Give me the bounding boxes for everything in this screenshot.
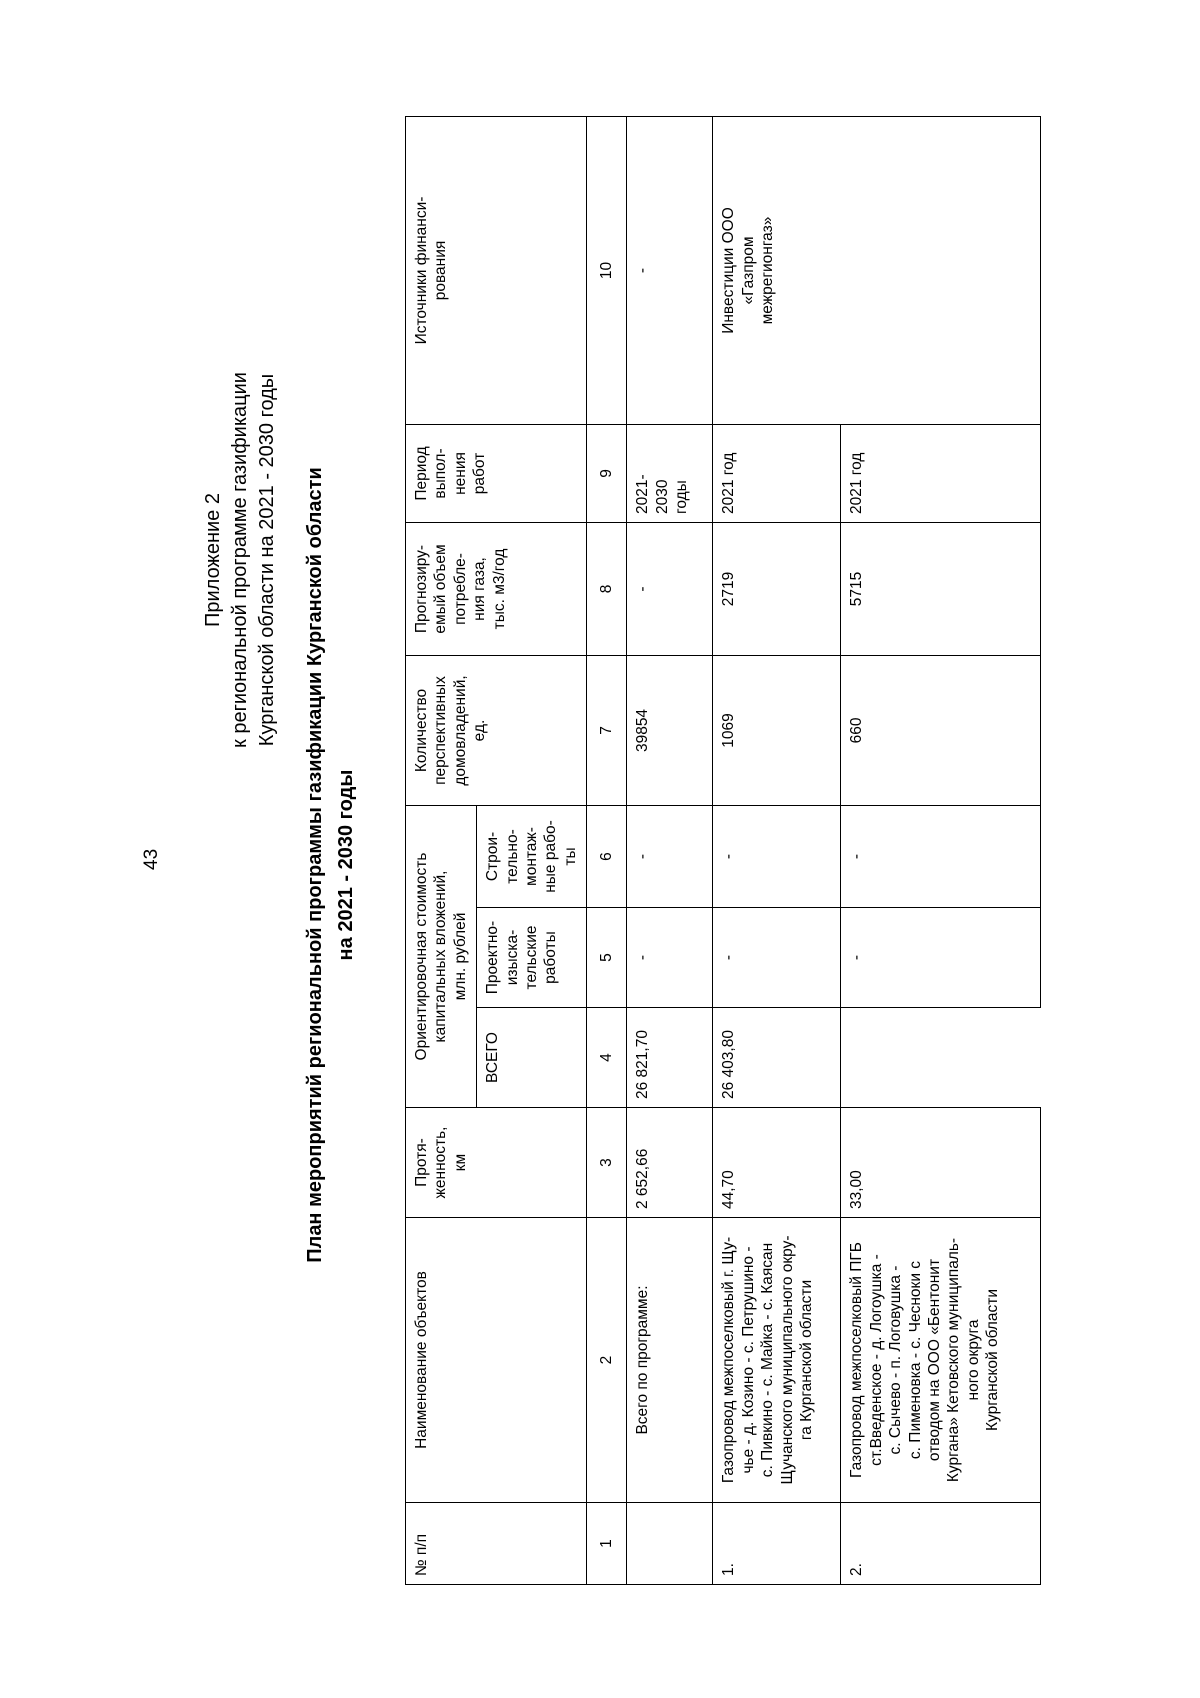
row-1-name: Газопровод межпоселковый г. Щу- чье - д. Козино - с. Петрушино - с. Пивкино - с. Майка - с. Каясан Щучанского муниципального окру- га Курганской области xyxy=(713,1218,841,1503)
total-name: Всего по программе: xyxy=(627,1218,713,1503)
row-1-num: 1. xyxy=(713,1503,841,1585)
total-households: 39854 xyxy=(627,655,713,805)
row-1-total: 26 403,80 xyxy=(713,1008,841,1108)
row-1-length: 44,70 xyxy=(713,1108,841,1218)
total-design: - xyxy=(627,908,713,1008)
header-num: № п/п xyxy=(406,1503,587,1585)
header-row xyxy=(406,116,477,1584)
row-1-sources: Инвестиции ООО «Газпром межрегионгаз» xyxy=(713,116,1041,424)
header-period: Период выпол- нения работ xyxy=(406,424,587,522)
total-cost: 26 821,70 xyxy=(627,1008,713,1108)
header-sources: Источники финанси- рования xyxy=(406,116,587,424)
row-2-households: 660 xyxy=(841,655,1041,805)
row-1-construction: - xyxy=(713,805,841,907)
row-2-period: 2021 год xyxy=(841,424,1041,522)
col-num-1: 1 xyxy=(587,1503,627,1585)
appendix-line-3: Курганской области на 2021 - 2030 годы xyxy=(256,373,278,747)
total-num-cell xyxy=(627,1503,713,1585)
col-num-7: 7 xyxy=(587,655,627,805)
col-num-4: 4 xyxy=(587,1008,627,1108)
appendix-line-2: к региональной программе газификации xyxy=(229,372,251,748)
row-2-design: - xyxy=(841,908,1041,1008)
appendix-caption xyxy=(200,60,281,1060)
total-sources: - xyxy=(627,116,713,424)
header-design: Проектно- изыска- тельские работы xyxy=(477,908,587,1008)
col-num-10: 10 xyxy=(587,116,627,424)
total-length: 2 652,66 xyxy=(627,1108,713,1218)
header-length: Протя- женность, км xyxy=(406,1108,587,1218)
header-cost: Ориентировочная стоимость капитальных вложений, млн. рублей xyxy=(406,805,477,1107)
row-1-households: 1069 xyxy=(713,655,841,805)
row-2-num: 2. xyxy=(841,1503,1041,1585)
total-gas-volume: - xyxy=(627,522,713,655)
row-1-gas-volume: 2719 xyxy=(713,522,841,655)
row-2-construction: - xyxy=(841,805,1041,907)
row-2-length: 33,00 xyxy=(841,1108,1041,1218)
column-number-row xyxy=(587,116,627,1584)
row-1-design: - xyxy=(713,908,841,1008)
plan-table-container xyxy=(405,117,1041,1585)
total-row xyxy=(627,116,713,1584)
col-num-2: 2 xyxy=(587,1218,627,1503)
header-households: Количество перспективных домовладений, ед. xyxy=(406,655,587,805)
row-2-name: Газопровод межпоселковый ПГБ ст.Введенское - д. Логоушка - с. Сычево - п. Логовушка - с. Пименовка - с. Чесноки с отводом на ООО «Бентонит Кургана» Кетовского муниципаль- ного округа Курганской области xyxy=(841,1218,1041,1503)
col-num-8: 8 xyxy=(587,522,627,655)
header-total: ВСЕГО xyxy=(477,1008,587,1108)
header-construction: Строи- тельно- монтаж- ные рабо- ты xyxy=(477,805,587,907)
col-num-6: 6 xyxy=(587,805,627,907)
appendix-line-1: Приложение 2 xyxy=(202,493,224,627)
row-2-gas-volume: 5715 xyxy=(841,522,1041,655)
total-period: 2021- 2030 годы xyxy=(627,424,713,522)
col-num-9: 9 xyxy=(587,424,627,522)
col-num-3: 3 xyxy=(587,1108,627,1218)
col-num-5: 5 xyxy=(587,908,627,1008)
total-construction: - xyxy=(627,805,713,907)
title-line-2: на 2021 - 2030 годы xyxy=(335,769,357,961)
page-title xyxy=(300,265,362,1465)
title-line-1: План мероприятий региональной программы газификации Курганской области xyxy=(304,467,326,1263)
table-row xyxy=(713,116,841,1584)
page-number: 43 xyxy=(141,848,162,870)
plan-table xyxy=(405,116,1041,1585)
header-name: Наименование объектов xyxy=(406,1218,587,1503)
header-gas-volume: Прогнозиру- емый объем потребле- ния газа, тыс. м3/год xyxy=(406,522,587,655)
row-1-period: 2021 год xyxy=(713,424,841,522)
row-2-total-empty xyxy=(841,1008,1041,1108)
